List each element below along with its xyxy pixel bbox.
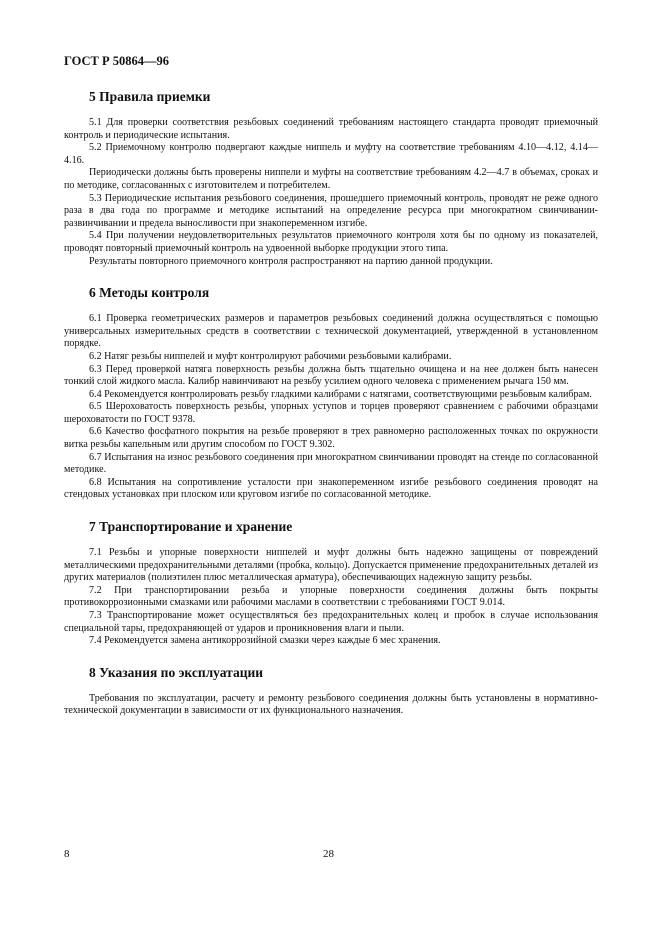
paragraph: Требования по эксплуатации, расчету и ремонту резьбового соединения должны быть установлены в нормативно-технической документации в зависимости от их функционального назначения. <box>64 692 598 717</box>
section-transport-storage <box>64 519 598 648</box>
paragraph: 6.2 Натяг резьбы ниппелей и муфт контролируют рабочими резьбовыми калибрами. <box>89 350 452 362</box>
paragraph: 6.8 Испытания на сопротивление усталости при знакопеременном изгибе резьбового соединения проводят на стендовых установках при плоском или круговом изгибе по согласованной методике. <box>64 476 598 501</box>
paragraph: 6.4 Рекомендуется контролировать резьбу гладкими калибрами с натягами, соответствующими резьбовым калибрам. <box>89 388 592 400</box>
page-number-center: 28 <box>323 848 334 860</box>
paragraph: 5.1 Для проверки соответствия резьбовых соединений требованиям настоящего стандарта проводят приемочный контроль и периодические испытания. <box>64 117 598 141</box>
paragraph: 6.5 Шероховатость поверхность резьбы, упорных уступов и торцев проверяют сравнением с рабочими образцами шероховатости по ГОСТ 9378. <box>64 401 598 425</box>
section-title: 6 Методы контроля <box>89 285 210 301</box>
page-number-left: 8 <box>64 848 70 860</box>
paragraph: 7.3 Транспортирование может осуществляться без предохранительных колец и пробок в случае использования специальной тары, предохраняющей от ударов и проникновения влаги и пыли. <box>64 610 598 634</box>
section-title: 7 Транспортирование и хранение <box>89 519 293 535</box>
paragraph: 6.1 Проверка геометрических размеров и параметров резьбовых соединений должна осуществляться с помощью универсальных измерительных средств в соответствии с технической документацией, утвержденной в установленном порядке. <box>64 313 598 350</box>
paragraph: Периодически должны быть проверены ниппели и муфты на соответствие требованиям 4.2—4.7 в объемах, сроках и по методике, согласованных с изготовителем и потребителем. <box>64 167 598 191</box>
paragraph: 5.2 Приемочному контролю подвергают каждые ниппель и муфту на соответствие требованиям 4.10—4.12, 4.14—4.16. <box>64 142 598 166</box>
paragraph: 7.4 Рекомендуется замена антикоррозийной смазки через каждые 6 мес хранения. <box>89 635 441 647</box>
paragraph: 7.1 Резьбы и упорные поверхности ниппелей и муфт должны быть надежно защищены от повреждений металлическими предохранительными деталями (пробка, кольцо). Допускается применение предохранительных деталей из других материалов (полиэтилен плюс металлическая арматура), обеспечивающих надежную защиту резьбы. <box>64 547 598 584</box>
section-control-methods <box>64 285 598 502</box>
paragraph: 6.6 Качество фосфатного покрытия на резьбе проверяют в трех равномерно расположенных точках по окружности витка резьбы капельным или другим способом по ГОСТ 9.302. <box>64 426 598 451</box>
paragraph: 6.7 Испытания на износ резьбового соединения при многократном свинчивании проводят на стенде по согласованной методике. <box>64 451 598 476</box>
paragraph: 6.3 Перед проверкой натяга поверхность резьбы должна быть тщательно очищена и на нее должен быть нанесен тонкий слой жидкого масла. Калибр навинчивают на резьбу усилием одного человека с применением рычага 150 мм. <box>64 363 598 388</box>
document-page <box>64 54 598 718</box>
section-title: 8 Указания по эксплуатации <box>89 664 264 680</box>
paragraph: 5.3 Периодические испытания резьбового соединения, прошедшего приемочный контроль, проводят не реже одного раза в два года по программе и методике испытаний на определение ресурса при многократном свинчивании-развинчивании и предела выносливости при знакопеременном изгибе. <box>64 192 598 229</box>
document-code: ГОСТ Р 50864—96 <box>64 54 170 68</box>
section-acceptance-rules <box>64 89 598 268</box>
paragraph: 5.4 При получении неудовлетворительных результатов приемочного контроля хотя бы по одному из показателей, проводят повторный приемочный контроль на удвоенной выборке продукции этого типа. <box>64 230 598 254</box>
section-title: 5 Правила приемки <box>89 89 211 104</box>
paragraph: 7.2 При транспортировании резьба и упорные поверхности соединения должны быть покрыты противокоррозионными смазками или рабочими маслами в соответствии с требованиями ГОСТ 9.014. <box>64 584 598 609</box>
paragraph: Результаты повторного приемочного контроля распространяют на партию данной продукции. <box>89 255 493 267</box>
section-operating-instructions <box>64 665 598 718</box>
